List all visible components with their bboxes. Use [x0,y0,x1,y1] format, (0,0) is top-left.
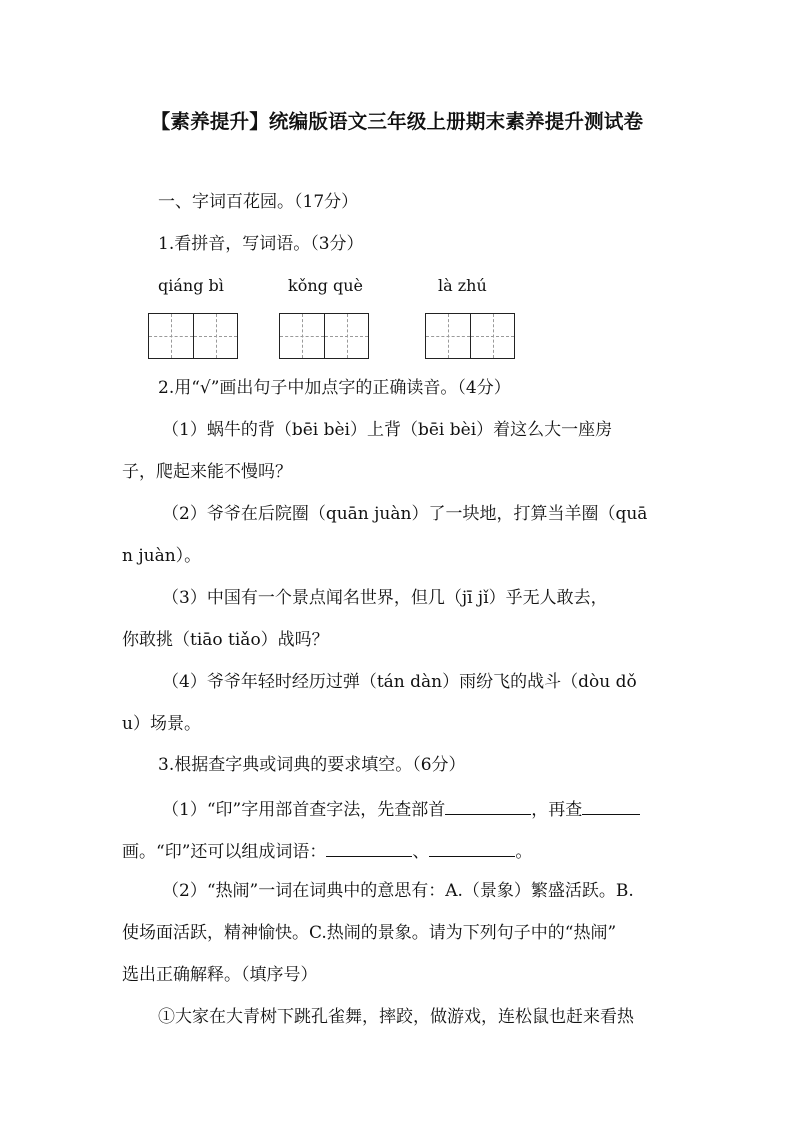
q3-text: 。 [515,842,533,862]
word-blank-1[interactable] [326,838,412,857]
stroke-count-blank[interactable] [582,796,640,815]
radical-blank[interactable] [445,796,531,815]
writing-cell[interactable] [470,314,514,358]
q3-text: ，再查 [531,800,583,820]
q3-part-2-line-1: （2）“热闹”一词在词典中的意思有：A.（景象）繁盛活跃。B. [162,881,634,901]
q2-item-3-line-1: （3）中国有一个景点闻名世界，但几（jī jǐ）乎无人敢去， [162,588,608,608]
q3-text: 、 [412,842,430,862]
page-title: 【素养提升】统编版语文三年级上册期末素养提升测试卷 [150,110,644,133]
q3-text: （1）“印”字用部首查字法，先查部首 [162,800,446,820]
q2-item-4-line-1: （4）爷爷年轻时经历过弹（tán dàn）雨纷飞的战斗（dòu dǒ [162,672,637,692]
word-blank-2[interactable] [429,838,515,857]
pinyin-3: là zhú [438,276,487,295]
q2-item-3-line-2: 你敢挑（tiāo tiǎo）战吗？ [122,630,329,650]
q2-item-2-line-1: （2）爷爷在后院圈（quān juàn）了一块地，打算当羊圈（quā [162,504,648,524]
q3-text: 画。“印”还可以组成词语： [122,842,327,862]
q2-item-1-line-1: （1）蜗牛的背（bēi bèi）上背（bēi bèi）着这么大一座房 [162,420,613,440]
question-3-label: 3.根据查字典或词典的要求填空。（6分） [158,755,466,775]
question-2-label: 2.用“√”画出句子中加点字的正确读音。（4分） [158,378,511,398]
pinyin-1: qiáng bì [158,276,224,295]
section-heading: 一、字词百花园。（17分） [158,192,359,212]
q3-part-2-line-2: 使场面活跃，精神愉快。C.热闹的景象。请为下列句子中的“热闹” [122,923,617,943]
q3-part-1-line-1 [162,796,640,821]
writing-cell[interactable] [280,314,324,358]
writing-grid-1[interactable] [148,313,238,359]
writing-grid-2[interactable] [279,313,369,359]
pinyin-2: kǒng què [288,276,363,295]
writing-cell[interactable] [193,314,237,358]
writing-cell[interactable] [324,314,368,358]
q3-part-2-line-3: 选出正确解释。（填序号） [122,965,318,985]
q2-item-2-line-2: n juàn）。 [122,546,202,566]
writing-cell[interactable] [149,314,193,358]
writing-cell[interactable] [426,314,470,358]
q2-item-1-line-2: 子，爬起来能不慢吗？ [122,462,292,482]
q3-part-1-line-2 [122,838,532,863]
question-1-label: 1.看拼音，写词语。（3分） [158,234,364,254]
q2-item-4-line-2: u）场景。 [122,714,201,734]
writing-grid-3[interactable] [425,313,515,359]
q3-sentence-1: ①大家在大青树下跳孔雀舞，摔跤，做游戏，连松鼠也赶来看热 [158,1007,634,1027]
